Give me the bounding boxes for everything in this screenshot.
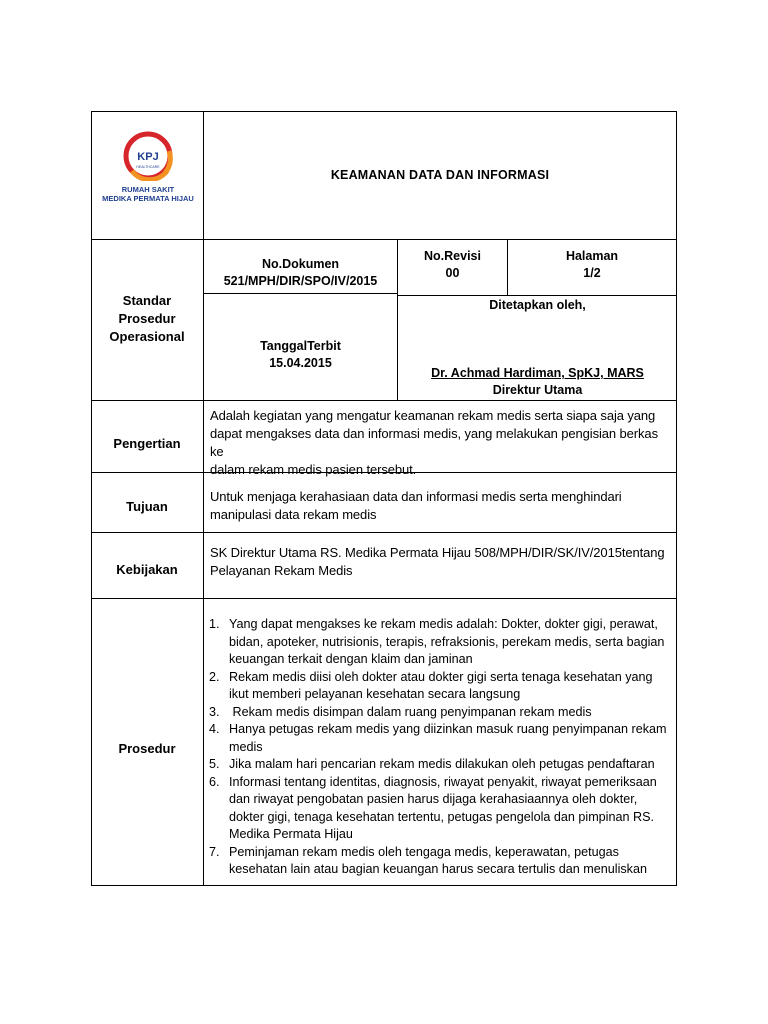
- row-divider: [91, 239, 677, 240]
- svg-text:KPJ: KPJ: [137, 151, 159, 163]
- svg-text:HEALTHCARE: HEALTHCARE: [136, 165, 160, 169]
- issue-date: [204, 338, 397, 372]
- list-item: 3. Rekam medis disimpan dalam ruang penyimpanan rekam medis: [209, 704, 592, 719]
- table-border-right: [676, 111, 677, 886]
- document-number-value: 521/MPH/DIR/SPO/IV/2015: [223, 274, 378, 288]
- list-item: 5. Jika malam hari pencarian rekam medis dilakukan oleh petugas pendaftaran: [209, 757, 655, 771]
- list-item: 2. Rekam medis diisi oleh dokter atau dokter gigi serta tenaga kesehatan yang ikut memberi pelayanan kesehatan secara langsung: [209, 669, 653, 701]
- logo-text-line1: RUMAH SAKIT: [121, 185, 175, 194]
- approver-title: Direktur Utama: [492, 383, 583, 397]
- revision-label: No.Revisi: [424, 249, 481, 263]
- row-divider: [397, 295, 677, 296]
- row-divider: [91, 598, 677, 599]
- tujuan-label: Tujuan: [126, 499, 168, 514]
- list-item: 4. Hanya petugas rekam medis yang diizinkan masuk ruang penyimpanan rekam medis: [209, 722, 667, 754]
- issue-date-value: 15.04.2015: [269, 356, 332, 370]
- prosedur-steps: [209, 616, 674, 879]
- page-value: 1/2: [583, 266, 601, 280]
- list-item: 1. Yang dapat mengakses ke rekam medis adalah: Dokter, dokter gigi, perawat, bidan, apoteker, nutrisionis, terapis, refraksionis, perekam medis, serta bagian keuangan terkait dengan klaim dan jaminan: [209, 617, 665, 666]
- prosedur-label: Prosedur: [118, 741, 176, 756]
- page-number: [508, 248, 676, 282]
- list-item: 7. Peminjaman rekam medis oleh tengaga medis, keperawatan, petugas kesehatan lain atau bagian keuangan harus secara tertulis dan menuliskan: [209, 844, 647, 876]
- issue-date-label: TanggalTerbit: [260, 339, 341, 353]
- procedure-list: [209, 616, 674, 879]
- document-number-label: No.Dokumen: [261, 257, 340, 271]
- spo-label: Standar Prosedur Operasional: [109, 293, 185, 344]
- tujuan-text: Untuk menjaga kerahasiaan data dan informasi medis serta menghindari manipulasi data rekam medis: [210, 489, 622, 522]
- kebijakan-text: SK Direktur Utama RS. Medika Permata Hijau 508/MPH/DIR/SK/IV/2015tentang Pelayanan Rekam Medis: [210, 545, 665, 578]
- row-divider: [91, 532, 677, 533]
- kpj-logo-icon: [95, 129, 201, 181]
- revision-number: [398, 248, 507, 282]
- table-border-top: [91, 111, 677, 112]
- hospital-logo: [95, 129, 201, 209]
- document-title: KEAMANAN DATA DAN INFORMASI: [330, 168, 550, 182]
- logo-text-line2: MEDIKA PERMATA HIJAU: [102, 194, 194, 203]
- document-number: [204, 256, 397, 290]
- approved-by-label: Ditetapkan oleh,: [489, 298, 586, 312]
- page-label: Halaman: [565, 249, 619, 263]
- row-divider: [203, 293, 397, 294]
- sop-document: [91, 111, 677, 886]
- kebijakan-label: Kebijakan: [116, 562, 178, 577]
- revision-value: 00: [445, 266, 460, 280]
- row-divider: [91, 400, 677, 401]
- table-border-bottom: [91, 885, 677, 886]
- list-item: 6. Informasi tentang identitas, diagnosis, riwayat penyakit, riwayat pemeriksaan dan riwayat pengobatan pasien harus dijaga kerahasiaannya oleh dokter, dokter gigi, tenaga kesehatan tertentu, petugas pengelola dan pimpinan RS. Medika Permata Hijau: [209, 774, 657, 841]
- approver: [398, 365, 677, 399]
- label-column-divider: [203, 111, 204, 886]
- approver-name: Dr. Achmad Hardiman, SpKJ, MARS: [431, 366, 644, 380]
- pengertian-label: Pengertian: [113, 436, 181, 451]
- pengertian-text: Adalah kegiatan yang mengatur keamanan rekam medis serta siapa saja yang dapat mengakses data dan informasi medis, yang melakukan pengisian berkas ke dalam rekam medis pasien tersebut.: [210, 408, 658, 477]
